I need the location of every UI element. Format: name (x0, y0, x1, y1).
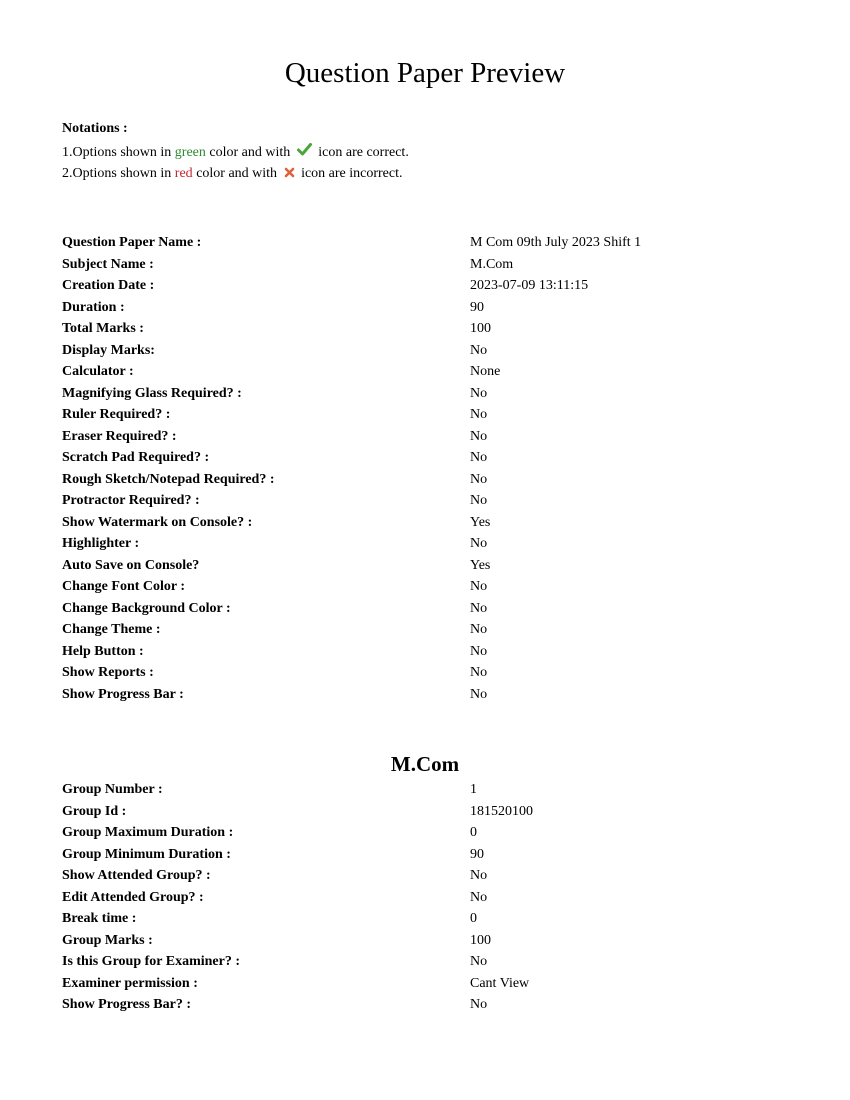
detail-value: No (470, 579, 488, 594)
detail-value: No (470, 407, 488, 422)
detail-label: Subject Name : (62, 256, 154, 272)
detail-label: Group Maximum Duration : (62, 825, 234, 840)
notation-incorrect (62, 163, 409, 184)
detail-value: 90 (470, 299, 484, 315)
detail-label: Show Progress Bar : (62, 686, 184, 702)
detail-value: Yes (470, 557, 491, 573)
detail-value: 1 (470, 782, 477, 797)
detail-row (62, 598, 782, 620)
detail-row (62, 254, 782, 276)
detail-value: No (470, 665, 488, 680)
detail-value: No (470, 954, 488, 969)
detail-value: 100 (470, 321, 491, 336)
detail-label: Is this Group for Examiner? : (62, 954, 240, 969)
detail-row (62, 318, 782, 340)
detail-label: Ruler Required? : (62, 407, 171, 422)
detail-label: Rough Sketch/Notepad Required? : (62, 471, 275, 487)
detail-row (62, 447, 782, 469)
detail-row (62, 684, 782, 706)
detail-label: Duration : (62, 299, 125, 315)
notation-incorrect-middle: color and with (192, 166, 281, 182)
detail-label: Help Button : (62, 643, 144, 659)
detail-label: Show Attended Group? : (62, 868, 211, 883)
detail-label: Show Progress Bar? : (62, 997, 191, 1012)
notation-incorrect-suffix: icon are incorrect. (297, 166, 403, 182)
detail-value: No (470, 342, 488, 358)
detail-label: Show Watermark on Console? : (62, 514, 253, 530)
detail-label: Calculator : (62, 364, 134, 379)
detail-value: No (470, 493, 488, 508)
detail-row (62, 865, 782, 887)
detail-row (62, 779, 782, 801)
detail-row (62, 930, 782, 952)
detail-row (62, 404, 782, 426)
detail-value: No (470, 471, 488, 487)
detail-row (62, 512, 782, 534)
detail-row (62, 340, 782, 362)
detail-value: 0 (470, 911, 477, 926)
detail-row (62, 641, 782, 663)
detail-value: 181520100 (470, 803, 533, 819)
detail-value: No (470, 450, 488, 465)
detail-value: No (470, 428, 488, 444)
notation-correct-prefix: 1.Options shown in (62, 145, 175, 160)
detail-label: Creation Date : (62, 278, 155, 293)
detail-label: Show Reports : (62, 665, 154, 680)
detail-value: 100 (470, 932, 491, 948)
detail-label: Change Font Color : (62, 579, 186, 594)
detail-row (62, 555, 782, 577)
detail-value: M Com 09th July 2023 Shift 1 (470, 235, 642, 250)
detail-value: No (470, 868, 488, 883)
detail-label: Group Id : (62, 803, 127, 819)
detail-label: Break time : (62, 911, 137, 926)
detail-row (62, 822, 782, 844)
notation-correct-middle: color and with (205, 145, 294, 160)
detail-label: Display Marks: (62, 342, 155, 358)
detail-row (62, 469, 782, 491)
detail-row (62, 887, 782, 909)
detail-value: 90 (470, 846, 484, 862)
detail-value: No (470, 643, 488, 659)
detail-label: Edit Attended Group? : (62, 889, 204, 905)
detail-row (62, 361, 782, 383)
detail-value: No (470, 997, 488, 1012)
detail-label: Question Paper Name : (62, 235, 202, 250)
notation-incorrect-color-word: red (174, 166, 193, 182)
detail-label: Total Marks : (62, 321, 144, 336)
notations-heading: Notations : (62, 121, 128, 136)
detail-row (62, 619, 782, 641)
page-title: Question Paper Preview (284, 57, 566, 89)
detail-value: Yes (470, 514, 491, 530)
detail-value: 2023-07-09 13:11:15 (470, 278, 589, 293)
detail-row (62, 275, 782, 297)
detail-row (62, 576, 782, 598)
detail-row (62, 383, 782, 405)
detail-value: M.Com (470, 256, 514, 272)
detail-row (62, 490, 782, 512)
detail-row (62, 533, 782, 555)
detail-value: No (470, 622, 488, 637)
paper-details-table (62, 232, 782, 705)
detail-value: Cant View (470, 975, 530, 991)
notation-correct-color-word: green (174, 145, 206, 160)
notation-correct (62, 142, 409, 163)
detail-label: Magnifying Glass Required? : (62, 385, 242, 401)
detail-label: Eraser Required? : (62, 428, 177, 444)
detail-value: None (470, 364, 501, 379)
group-section-title: M.Com (390, 752, 460, 776)
detail-label: Protractor Required? : (62, 493, 200, 508)
detail-label: Group Marks : (62, 932, 153, 948)
detail-value: No (470, 385, 488, 401)
check-icon (297, 142, 312, 163)
detail-row (62, 994, 782, 1016)
notations-block (62, 118, 409, 185)
detail-value: No (470, 536, 488, 551)
detail-row (62, 232, 782, 254)
detail-row (62, 801, 782, 823)
detail-value: 0 (470, 825, 477, 840)
detail-value: No (470, 889, 488, 905)
detail-row (62, 951, 782, 973)
detail-label: Change Background Color : (62, 600, 231, 616)
detail-label: Scratch Pad Required? : (62, 450, 210, 465)
group-details-table (62, 779, 782, 1016)
detail-row (62, 297, 782, 319)
detail-label: Change Theme : (62, 622, 161, 637)
detail-row (62, 662, 782, 684)
detail-row (62, 426, 782, 448)
detail-row (62, 908, 782, 930)
detail-value: No (470, 600, 488, 616)
detail-label: Group Minimum Duration : (62, 846, 231, 862)
notation-correct-suffix: icon are correct. (314, 145, 409, 160)
detail-label: Highlighter : (62, 536, 140, 551)
cross-icon (284, 164, 295, 185)
detail-value: No (470, 686, 488, 702)
notation-incorrect-prefix: 2.Options shown in (62, 166, 175, 182)
detail-label: Auto Save on Console? (62, 557, 200, 573)
detail-label: Examiner permission : (62, 975, 198, 991)
detail-row (62, 973, 782, 995)
detail-row (62, 844, 782, 866)
detail-label: Group Number : (62, 782, 163, 797)
